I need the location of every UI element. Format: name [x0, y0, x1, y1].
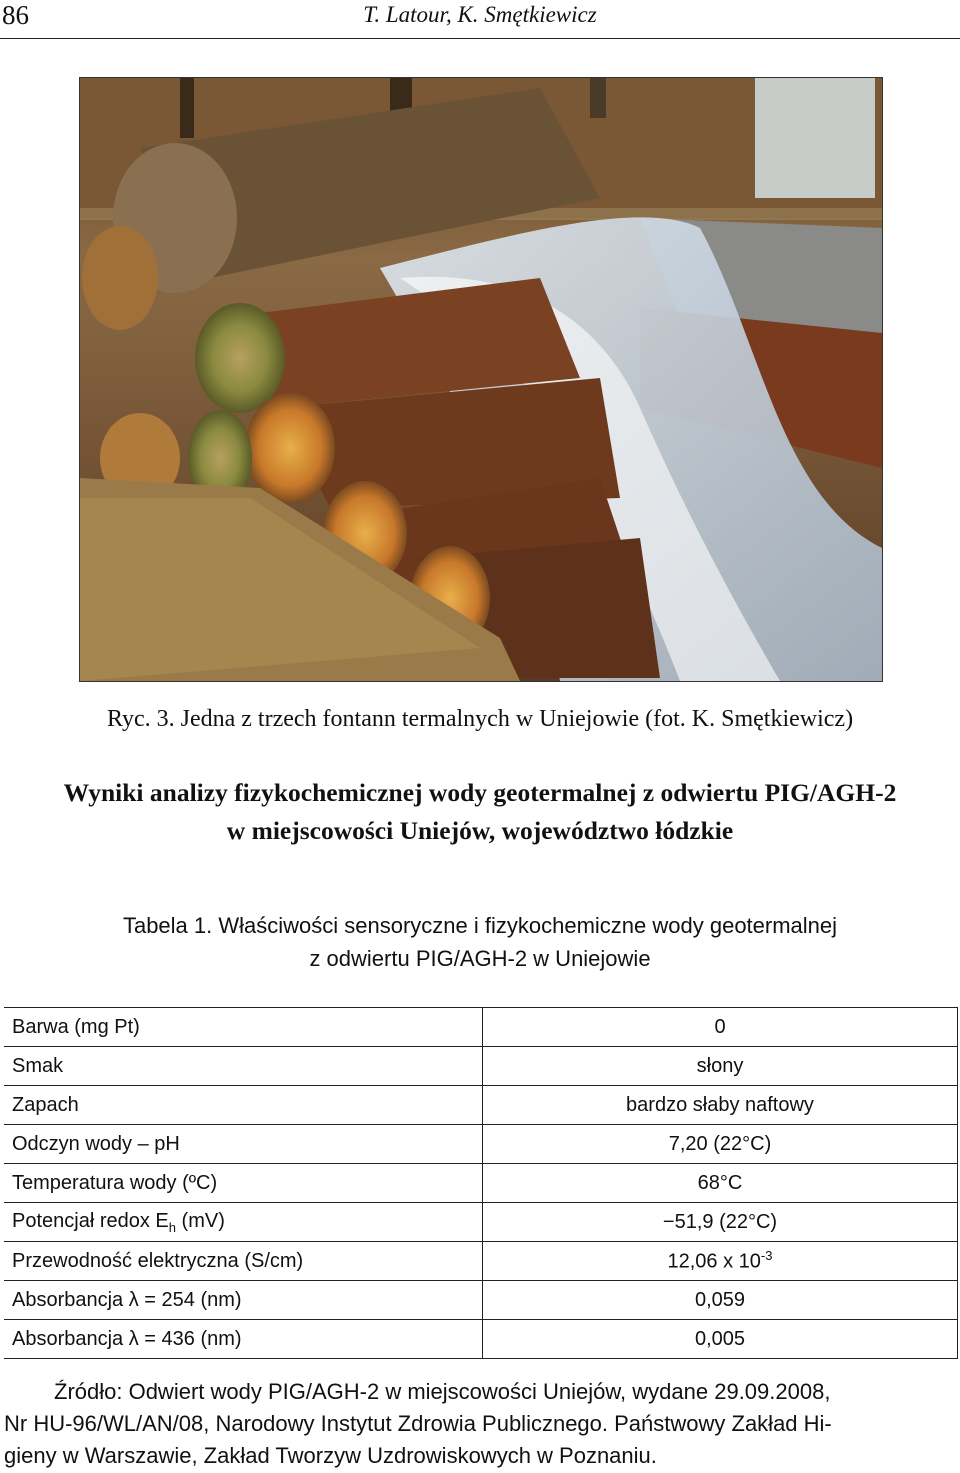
source-line1: Źródło: Odwiert wody PIG/AGH-2 w miejscowości Uniejów, wydane 29.09.2008, [54, 1379, 831, 1404]
table-row [4, 1203, 958, 1242]
figure-caption: Ryc. 3. Jedna z trzech fontann termalnych w Uniejowie (fot. K. Smętkiewicz) [106, 706, 854, 732]
row-label: Barwa (mg Pt) [4, 1008, 483, 1047]
table-row [4, 1047, 958, 1086]
table-row [4, 1320, 958, 1359]
table-row [4, 1281, 958, 1320]
value-text: 12,06 x 10 [667, 1250, 761, 1273]
source-line3: gieny w Warszawie, Zakład Tworzyw Uzdrowiskowych w Poznaniu. [4, 1443, 657, 1468]
table-caption-line2: z odwiertu PIG/AGH-2 w Uniejowie [309, 946, 651, 971]
properties-table [4, 1007, 958, 1359]
table-caption-line1: Tabela 1. Właściwości sensoryczne i fizykochemiczne wody geotermalnej [122, 913, 838, 938]
label-unit: (mV) [176, 1209, 225, 1232]
row-value: −51,9 (22°C) [483, 1203, 958, 1242]
source-line2: Nr HU-96/WL/AN/08, Narodowy Instytut Zdrowia Publicznego. Państwowy Zakład Hi- [4, 1411, 832, 1436]
table-row [4, 1008, 958, 1047]
section-heading-line1: Wyniki analizy fizykochemicznej wody geotermalnej z odwiertu PIG/AGH-2 [63, 778, 897, 807]
row-value: 0 [483, 1008, 958, 1047]
value-exponent: -3 [760, 1248, 773, 1264]
page-number: 86 [2, 0, 29, 30]
row-value: 0,005 [483, 1320, 958, 1359]
row-label: Absorbancja λ = 436 (nm) [4, 1320, 483, 1359]
table-row [4, 1086, 958, 1125]
row-label: Odczyn wody – pH [4, 1125, 483, 1164]
fountain-photo [79, 77, 883, 682]
row-value: bardzo słaby naftowy [483, 1086, 958, 1125]
row-label: Smak [4, 1047, 483, 1086]
row-value: 68°C [483, 1164, 958, 1203]
row-label: Absorbancja λ = 254 (nm) [4, 1281, 483, 1320]
section-heading-line2: w miejscowości Uniejów, województwo łódzkie [226, 816, 734, 845]
table-row [4, 1125, 958, 1164]
table-row [4, 1242, 958, 1281]
running-head: T. Latour, K. Smętkiewicz [363, 2, 597, 27]
row-value: 0,059 [483, 1281, 958, 1320]
row-label: Zapach [4, 1086, 483, 1125]
label-text: Potencjał redox E [12, 1209, 169, 1232]
row-value: słony [483, 1047, 958, 1086]
label-subscript: h [168, 1219, 176, 1235]
row-value: 7,20 (22°C) [483, 1125, 958, 1164]
row-value [483, 1242, 958, 1281]
row-label: Temperatura wody (ºC) [4, 1164, 483, 1203]
source-note [4, 1376, 956, 1472]
table-row [4, 1164, 958, 1203]
row-label [4, 1203, 483, 1242]
row-label: Przewodność elektryczna (S/cm) [4, 1242, 483, 1281]
page-header [0, 0, 960, 39]
